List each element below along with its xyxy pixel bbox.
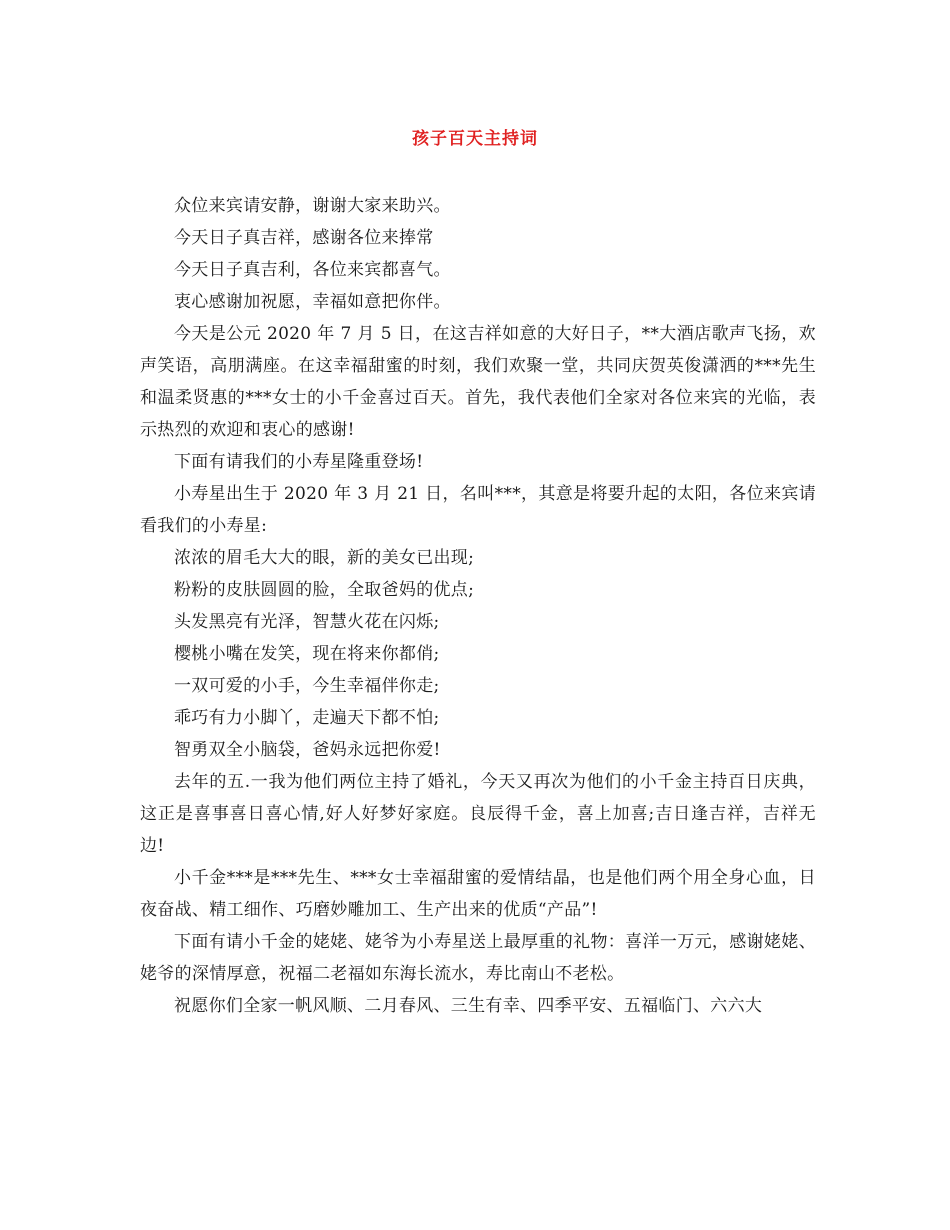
document-title: 孩子百天主持词: [412, 129, 538, 149]
paragraph: 众位来宾请安静，谢谢大家来助兴。: [174, 196, 451, 216]
poem-line: 头发黑亮有光泽，智慧火花在闪烁;: [174, 612, 440, 632]
poem-line: 一双可爱的小手，今生幸福伴你走;: [174, 676, 440, 696]
poem-line: 乖巧有力小脚丫，走遍天下都不怕;: [174, 708, 440, 728]
paragraph: 衷心感谢加祝愿，幸福如意把你伴。: [174, 292, 451, 312]
paragraph: 小千金***是***先生、***女士幸福甜蜜的爱情结晶，也是他们两个用全身心血，日夜奋战、精工细作、巧磨妙雕加工、生产出来的优质“产品”!: [140, 868, 816, 920]
poem-line: 樱桃小嘴在发笑，现在将来你都俏;: [174, 644, 440, 664]
paragraph: 今天日子真吉利，各位来宾都喜气。: [174, 260, 451, 280]
paragraph: 祝愿你们全家一帆风顺、二月春风、三生有幸、四季平安、五福临门、六六大: [174, 996, 763, 1016]
paragraph: 去年的五.一我为他们两位主持了婚礼，今天又再次为他们的小千金主持百日庆典，这正是喜事喜日喜心情,好人好梦好家庭。良辰得千金，喜上加喜;吉日逢吉祥，吉祥无边!: [140, 772, 816, 856]
paragraph: 下面有请小千金的姥姥、姥爷为小寿星送上最厚重的礼物：喜洋一万元，感谢姥姥、姥爷的深情厚意，祝福二老福如东海长流水，寿比南山不老松。: [140, 932, 816, 984]
paragraph: 今天是公元 2020 年 7 月 5 日，在这吉祥如意的大好日子，**大酒店歌声飞扬，欢声笑语，高朋满座。在这幸福甜蜜的时刻，我们欢聚一堂，共同庆贺英俊潇洒的***先生和温柔贤惠的***女士的小千金喜过百天。首先，我代表他们全家对各位来宾的光临，表示热烈的欢迎和衷心的感谢!: [140, 324, 816, 440]
poem-line: 浓浓的眉毛大大的眼，新的美女已出现;: [174, 548, 475, 568]
paragraph: 小寿星出生于 2020 年 3 月 21 日，名叫***，其意是将要升起的太阳，各位来宾请看我们的小寿星:: [140, 484, 816, 536]
poem-line: 粉粉的皮肤圆圆的脸，全取爸妈的优点;: [174, 580, 475, 600]
poem-line: 智勇双全小脑袋，爸妈永远把你爱!: [174, 740, 441, 760]
paragraph: 今天日子真吉祥，感谢各位来捧常: [174, 228, 434, 248]
paragraph: 下面有请我们的小寿星隆重登场!: [174, 452, 424, 472]
document-body: [140, 190, 816, 1022]
